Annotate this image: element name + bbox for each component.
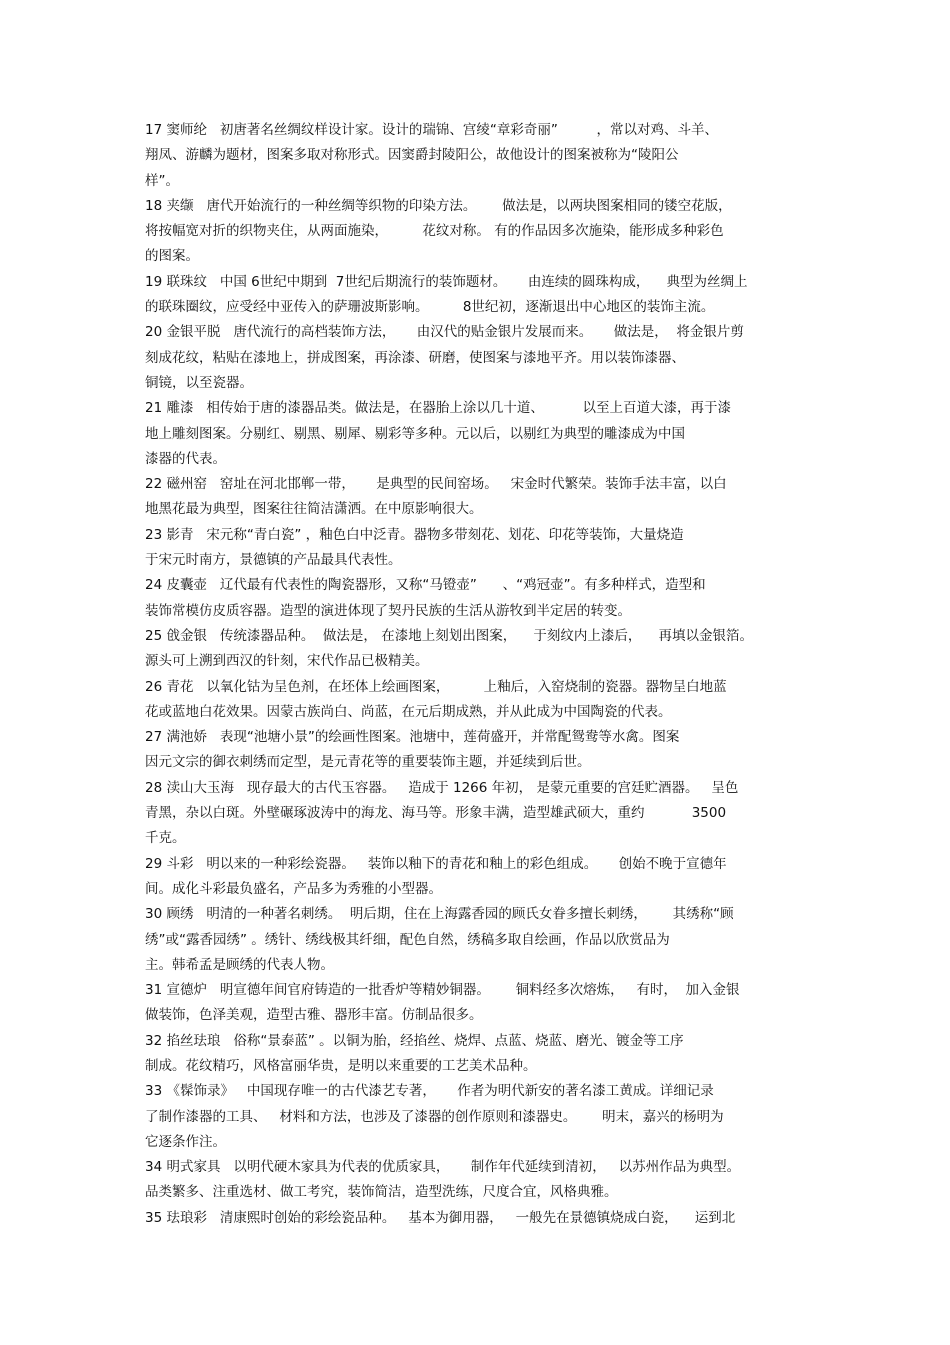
entry-24: [145, 573, 805, 624]
entry-19: [145, 270, 805, 321]
entry-35: [145, 1206, 805, 1231]
entry-30: [145, 902, 805, 978]
text-line: 23 影青 宋元称“青白瓷” ，釉色白中泛青。器物多带刻花、划花、印花等装饰，大量烧造: [145, 526, 684, 543]
text-line: 铜镜，以至瓷器。: [145, 374, 253, 391]
entry-22: [145, 472, 805, 523]
text-line: 31 宣德炉 明宣德年间官府铸造的一批香炉等精妙铜器。 铜料经多次熔炼， 有时， 加入金银: [145, 982, 740, 999]
text-line: 17 窦师纶 初唐著名丝绸纹样设计家。设计的瑞锦、宫绫“章彩奇丽” ，常以对鸡、斗羊、: [145, 122, 718, 138]
text-line: 样”。: [145, 172, 179, 189]
entry-34: [145, 1155, 805, 1206]
text-line: 了制作漆器的工具、 材料和方法，也涉及了漆器的创作原则和漆器史。 明末，嘉兴的杨明为: [145, 1108, 724, 1125]
entry-23: [145, 523, 805, 574]
text-line: 地黑花最为典型，图案往往简洁潇洒。在中原影响很大。: [145, 501, 483, 518]
text-line: 主。韩希孟是顾绣的代表人物。: [145, 956, 334, 973]
entry-29: [145, 852, 805, 903]
text-line: 花或蓝地白花效果。因蒙古族尚白、尚蓝，在元后期成熟，并从此成为中国陶瓷的代表。: [145, 703, 672, 720]
text-line: 29 斗彩 明以来的一种彩绘瓷器。 装饰以釉下的青花和釉上的彩色组成。 创始不晚于宣德年: [145, 855, 727, 872]
entry-31: [145, 978, 805, 1029]
text-line: 因元文宗的御衣刺绣而定型，是元青花等的重要装饰主题，并延续到后世。: [145, 754, 591, 771]
entry-27: [145, 725, 805, 776]
text-line: 刻成花纹，粘贴在漆地上，拼成图案，再涂漆、研磨，使图案与漆地平齐。用以装饰漆器、: [145, 349, 685, 366]
text-line: 的联珠圈纹，应受经中亚传入的萨珊波斯影响。 8世纪初，逐渐退出中心地区的装饰主流。: [145, 299, 715, 316]
entry-32: [145, 1029, 805, 1080]
text-line: 地上雕刻图案。分剔红、剔黑、剔犀、剔彩等多种。元以后，以剔红为典型的雕漆成为中国: [145, 425, 685, 442]
text-line: 26 青花 以氧化钴为呈色剂，在坯体上绘画图案， 上釉后，入窑烧制的瓷器。器物呈白地蓝: [145, 678, 727, 695]
text-line: 22 磁州窑 窑址在河北邯郸一带， 是典型的民间窑场。 宋金时代繁荣。装饰手法丰富，以白: [145, 476, 727, 493]
text-line: 源头可上溯到西汉的针刻，宋代作品已极精美。: [145, 653, 429, 670]
text-line: 将按幅宽对折的织物夹住，从两面施染， 花纹对称。 有的作品因多次施染，能形成多种彩色: [145, 223, 724, 240]
entry-28: [145, 776, 805, 852]
entry-25: [145, 624, 805, 675]
entry-17: [145, 118, 805, 194]
text-line: 19 联珠纹 中国 6世纪中期到 7世纪后期流行的装饰题材。 由连续的圆珠构成， 典型为丝绸上: [145, 273, 748, 290]
text-line: 18 夹缬 唐代开始流行的一种丝绸等织物的印染方法。 做法是，以两块图案相同的镂空花版，: [145, 197, 732, 214]
entry-26: [145, 675, 805, 726]
entry-21: [145, 396, 805, 472]
text-line: 20 金银平脱 唐代流行的高档装饰方法， 由汉代的贴金银片发展而来。 做法是， 将金银片剪: [145, 324, 744, 341]
text-line: 做装饰，色泽美观，造型古雅、器形丰富。仿制品很多。: [145, 1007, 483, 1024]
text-line: 制成。花纹精巧，风格富丽华贵，是明以来重要的工艺美术品种。: [145, 1057, 537, 1074]
text-line: 装饰常模仿皮质容器。造型的演进体现了契丹民族的生活从游牧到半定居的转变。: [145, 602, 631, 619]
text-line: 它逐条作注。: [145, 1133, 226, 1150]
text-line: 35 珐琅彩 清康熙时创始的彩绘瓷品种。 基本为御用器， 一般先在景德镇烧成白瓷， 运到北: [145, 1209, 736, 1226]
text-line: 青黑，杂以白斑。外壁碾琢波涛中的海龙、海马等。形象丰满，造型雄武硕大，重约 3500: [145, 805, 727, 822]
text-line: 于宋元时南方，景德镇的产品最具代表性。: [145, 552, 402, 569]
entry-20: [145, 320, 805, 396]
document-body: [145, 118, 805, 1231]
text-line: 绣”或“露香园绣” 。绣针、绣线极其纤细，配色自然，绣稿多取自绘画，作品以欣赏品为: [145, 931, 670, 948]
text-line: 30 顾绣 明清的一种著名刺绣。 明后期，住在上海露香园的顾氏女眷多擅长刺绣， 其绣称“顾: [145, 906, 734, 923]
text-line: 32 掐丝珐琅 俗称“景泰蓝” 。以铜为胎，经掐丝、烧焊、点蓝、烧蓝、磨光、镀金等工序: [145, 1032, 684, 1049]
text-line: 21 雕漆 相传始于唐的漆器品类。做法是，在器胎上涂以几十道、 以至上百道大漆，再于漆: [145, 400, 731, 417]
text-line: 漆器的代表。: [145, 450, 226, 467]
text-line: 25 戗金银 传统漆器品种。 做法是， 在漆地上刻划出图案， 于刻纹内上漆后， 再填以金银箔。: [145, 627, 754, 644]
text-line: 27 满池娇 表现“池塘小景”的绘画性图案。池塘中，莲荷盛开，并常配鸳鸯等水禽。图案: [145, 729, 680, 746]
text-line: 千克。: [145, 830, 186, 847]
text-line: 间。成化斗彩最负盛名，产品多为秀雅的小型器。: [145, 880, 442, 897]
text-line: 34 明式家具 以明代硬木家具为代表的优质家具， 制作年代延续到清初， 以苏州作品为典型。: [145, 1159, 741, 1176]
entry-33: [145, 1079, 805, 1155]
text-line: 24 皮囊壶 辽代最有代表性的陶瓷器形，又称“马镫壶” 、“鸡冠壶”。有多种样式，造型和: [145, 577, 706, 594]
text-line: 33 《髹饰录》 中国现存唯一的古代漆艺专著， 作者为明代新安的著名漆工黄成。详细记录: [145, 1083, 714, 1100]
text-line: 翔凤、游麟为题材，图案多取对称形式。因窦爵封陵阳公，故他设计的图案被称为“陵阳公: [145, 147, 679, 164]
entry-18: [145, 194, 805, 270]
text-line: 28 渎山大玉海 现存最大的古代玉容器。 造成于 1266 年初， 是蒙元重要的宫廷贮酒器。 呈色: [145, 779, 739, 796]
text-line: 的图案。: [145, 248, 199, 265]
text-line: 品类繁多、注重选材、做工考究，装饰简洁，造型洗练，尺度合宜，风格典雅。: [145, 1184, 618, 1201]
